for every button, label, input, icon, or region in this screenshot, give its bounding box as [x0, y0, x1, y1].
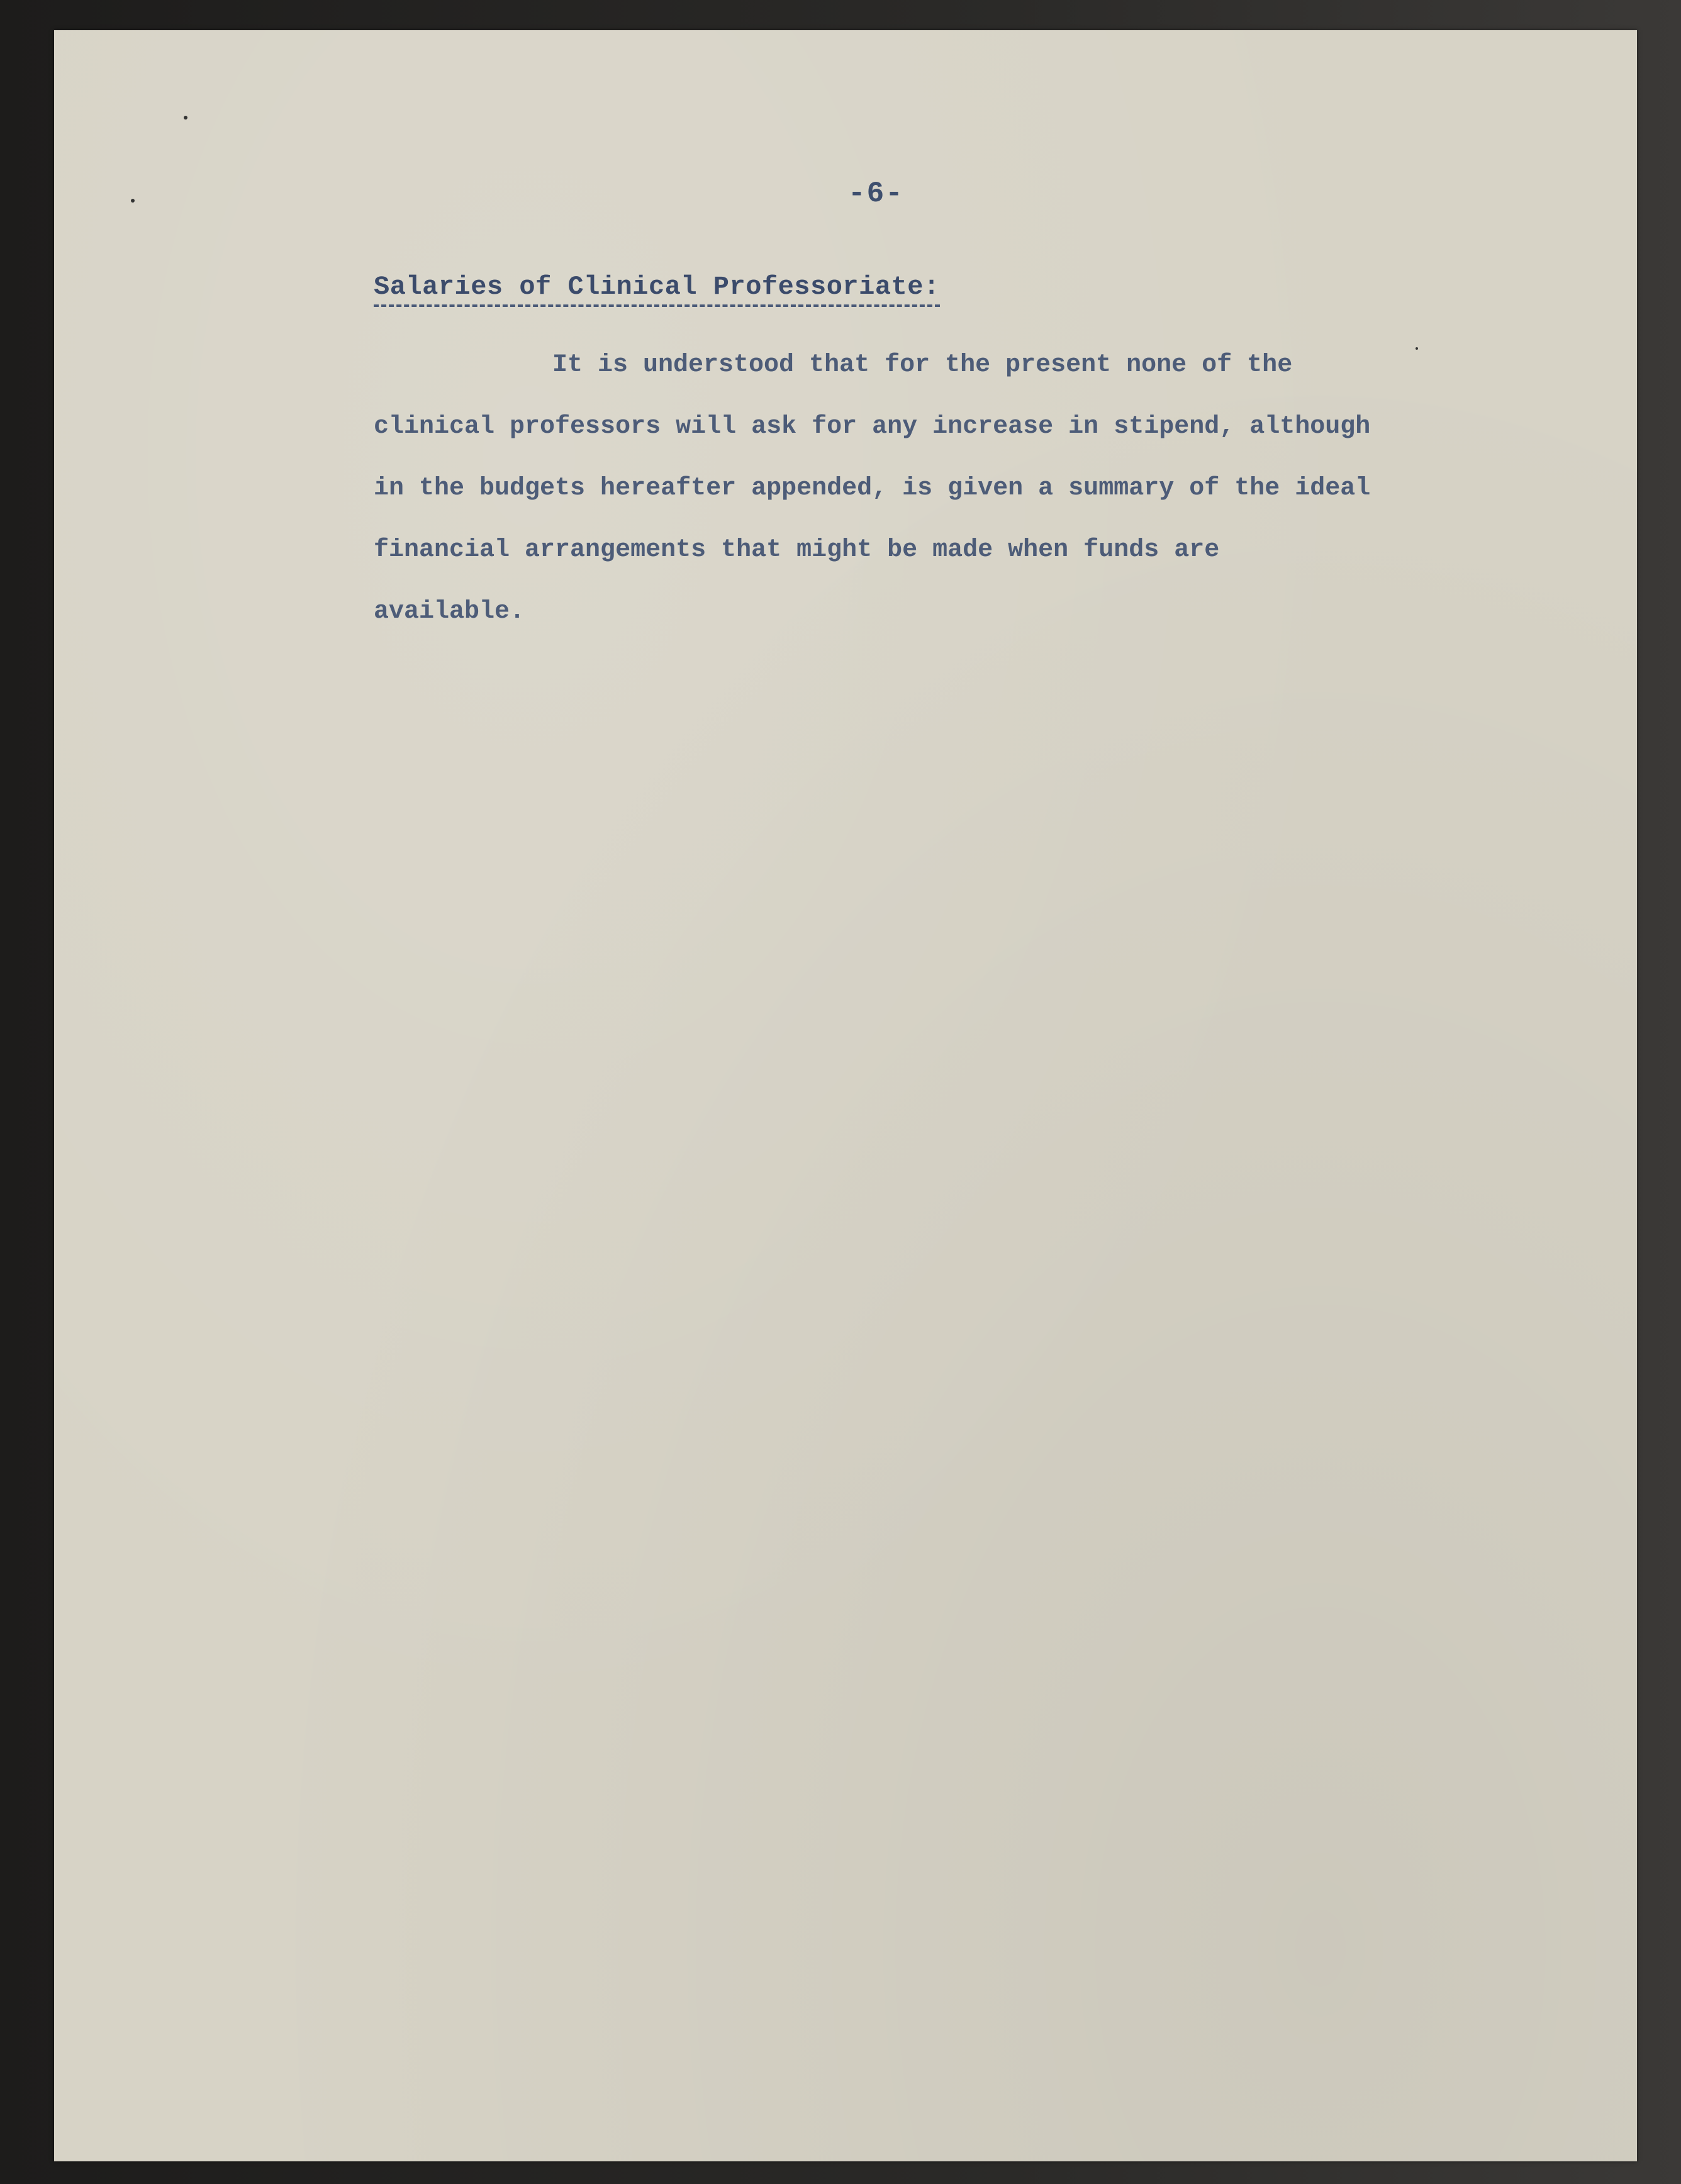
- paper-speck: [184, 116, 187, 120]
- paragraph-line: It is understood that for the present none of the: [552, 351, 1293, 379]
- paragraph-line: financial arrangements that might be made when funds are: [374, 536, 1220, 564]
- paragraph-line: available.: [374, 598, 525, 626]
- paper-speck: [131, 199, 135, 203]
- paragraph-line: clinical professors will ask for any increase in stipend, although: [374, 413, 1371, 441]
- body-paragraph: [374, 335, 1468, 643]
- section-heading: Salaries of Clinical Professoriate:: [374, 272, 940, 307]
- page-number: -6-: [848, 177, 904, 210]
- paragraph-line: in the budgets hereafter appended, is given a summary of the ideal: [374, 474, 1371, 503]
